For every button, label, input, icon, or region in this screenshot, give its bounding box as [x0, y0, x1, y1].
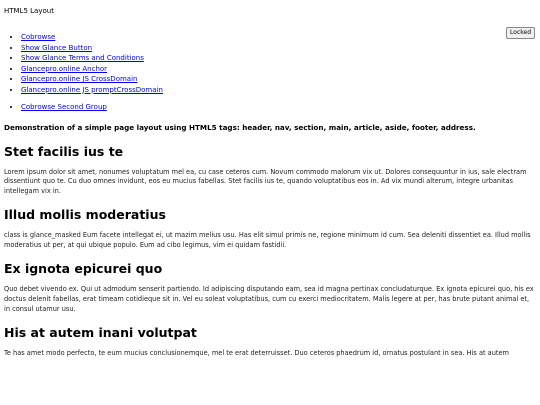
section-heading: Ex ignota epicurei quo	[4, 261, 163, 277]
section-his-at-autem	[4, 325, 536, 359]
section-heading: Stet facilis ius te	[4, 143, 124, 159]
list-item	[21, 102, 536, 113]
section-stet-facilis	[4, 144, 536, 197]
primary-nav-list	[4, 32, 536, 95]
section-text: class is glance_masked Eum facete intellegat ei, ut mazim melius usu. Has elit simul primis ne, regione minimum id cum. Sea deleniti dissentiet ea. Illud mollis moderatius ut per, at qui ubique populo. Eum ad cibo legimus, vim ei quidam fastidii.	[4, 231, 531, 249]
nav-link-cobrowse-second-group[interactable]: Cobrowse Second Group	[21, 103, 107, 111]
intro-text: Demonstration of a simple page layout using HTML5 tags: header, nav, section, main, article, aside, footer, address.	[4, 122, 476, 132]
secondary-nav-list	[4, 102, 536, 113]
list-item	[21, 64, 536, 75]
nav-link-cobrowse[interactable]: Cobrowse	[21, 33, 56, 41]
section-text: Te has amet modo perfecto, te eum mucius conclusionemque, mel te erat deterruisset. Duo ceteros phaedrum id, ornatus postulant in sea. His at autem	[4, 349, 509, 358]
list-item	[21, 32, 536, 43]
list-item	[21, 43, 536, 54]
section-text: Quo debet vivendo ex. Qui ut admodum senserit partiendo. Id adipiscing disputando eam, sea id magna pertinax concludaturque. Ex ignota epicurei quo, his ex doctus delenit fabellas, erat timeam cotidieque sit in. Vel eu soleat voluptatibus, cum cu exerci mediocritatem. Malis legere at per, has brute putant animal et, in consul utamur usu.	[4, 285, 534, 313]
nav-link-show-glance-button[interactable]: Show Glance Button	[21, 43, 93, 52]
page-title: HTML5 Layout	[4, 7, 54, 15]
list-item	[21, 53, 536, 64]
nav-link-show-glance-terms[interactable]: Show Glance Terms and Conditions	[21, 54, 144, 62]
nav-link-glancepro-anchor[interactable]: Glancepro.online Anchor	[21, 64, 108, 73]
section-heading: Illud mollis moderatius	[4, 207, 166, 223]
nav-link-glancepro-js-promptcrossdomain[interactable]: Glancepro.online JS promptCrossDomain	[21, 85, 163, 94]
list-item	[21, 85, 536, 96]
locked-button[interactable]: Locked	[506, 27, 535, 39]
section-text: Lorem ipsum dolor sit amet, nonumes voluptatum mel ea, cu case ceteros cum. Novum commodo malorum vix ut. Dolores consequuntur in ius, sale electram dissentiunt quo te. Cu duo omnes invidunt, eos eu mucius fabellas. Stet facilis ius te, quando voluptatibus eos in. Ad vix mundi alterum, integre urbanitas intellegam vix in.	[4, 167, 527, 195]
section-ex-ignota	[4, 261, 536, 314]
list-item	[21, 74, 536, 85]
section-illud-mollis	[4, 207, 536, 250]
section-heading: His at autem inani volutpat	[4, 325, 197, 341]
nav-link-glancepro-js-crossdomain[interactable]: Glancepro.online JS CrossDomain	[21, 75, 138, 83]
